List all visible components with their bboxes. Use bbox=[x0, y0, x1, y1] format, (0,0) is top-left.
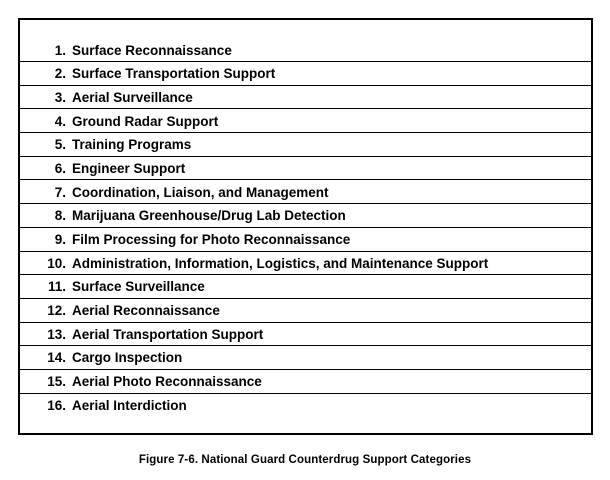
item-number: 13. bbox=[47, 326, 66, 342]
list-item bbox=[20, 371, 591, 394]
item-number: 10. bbox=[47, 255, 66, 271]
figure-caption: Figure 7-6. National Guard Counterdrug Support Categories bbox=[138, 454, 472, 466]
item-number: 9. bbox=[54, 232, 66, 247]
item-label: Film Processing for Photo Reconnaissance bbox=[72, 232, 351, 247]
item-label: Aerial Reconnaissance bbox=[72, 303, 220, 319]
item-label: Surface Reconnaissance bbox=[72, 42, 232, 58]
item-label: Aerial Transportation Support bbox=[72, 326, 264, 342]
list-item bbox=[20, 276, 591, 299]
item-number: 15. bbox=[47, 374, 66, 390]
list-item bbox=[20, 86, 591, 109]
list-item bbox=[20, 110, 591, 133]
item-number: 8. bbox=[54, 208, 66, 224]
list-item bbox=[20, 229, 591, 252]
list-item bbox=[20, 63, 591, 86]
item-label: Coordination, Liaison, and Management bbox=[72, 184, 329, 200]
list-item bbox=[20, 205, 591, 228]
list-item bbox=[20, 347, 591, 370]
list-item bbox=[20, 157, 591, 180]
list-item bbox=[20, 394, 591, 417]
support-category-list bbox=[20, 39, 591, 417]
item-number: 14. bbox=[47, 350, 66, 366]
item-label: Surface Transportation Support bbox=[72, 66, 276, 82]
item-number: 2. bbox=[54, 66, 66, 82]
figure-box bbox=[18, 18, 593, 435]
item-number: 4. bbox=[54, 113, 66, 129]
list-item bbox=[20, 39, 591, 62]
item-number: 16. bbox=[47, 398, 66, 414]
item-label: Aerial Surveillance bbox=[72, 89, 193, 105]
item-label: Aerial Photo Reconnaissance bbox=[72, 374, 262, 390]
item-label: Ground Radar Support bbox=[72, 113, 219, 129]
list-item bbox=[20, 252, 591, 275]
item-label: Aerial Interdiction bbox=[72, 398, 187, 414]
item-number: 1. bbox=[54, 42, 66, 58]
item-label: Surface Surveillance bbox=[72, 279, 205, 295]
item-number: 6. bbox=[54, 160, 66, 176]
item-number: 7. bbox=[54, 184, 66, 200]
item-label: Engineer Support bbox=[72, 160, 186, 176]
item-label: Administration, Information, Logistics, and Maintenance Support bbox=[72, 255, 489, 271]
item-label: Marijuana Greenhouse/Drug Lab Detection bbox=[72, 208, 346, 224]
item-label: Training Programs bbox=[72, 137, 192, 153]
list-item bbox=[20, 323, 591, 346]
list-item bbox=[20, 134, 591, 157]
list-item bbox=[20, 300, 591, 323]
item-label: Cargo Inspection bbox=[72, 350, 183, 366]
item-number: 11. bbox=[47, 279, 66, 295]
item-number: 3. bbox=[54, 89, 66, 105]
item-number: 12. bbox=[47, 303, 66, 319]
list-item bbox=[20, 181, 591, 204]
item-number: 5. bbox=[54, 137, 66, 153]
